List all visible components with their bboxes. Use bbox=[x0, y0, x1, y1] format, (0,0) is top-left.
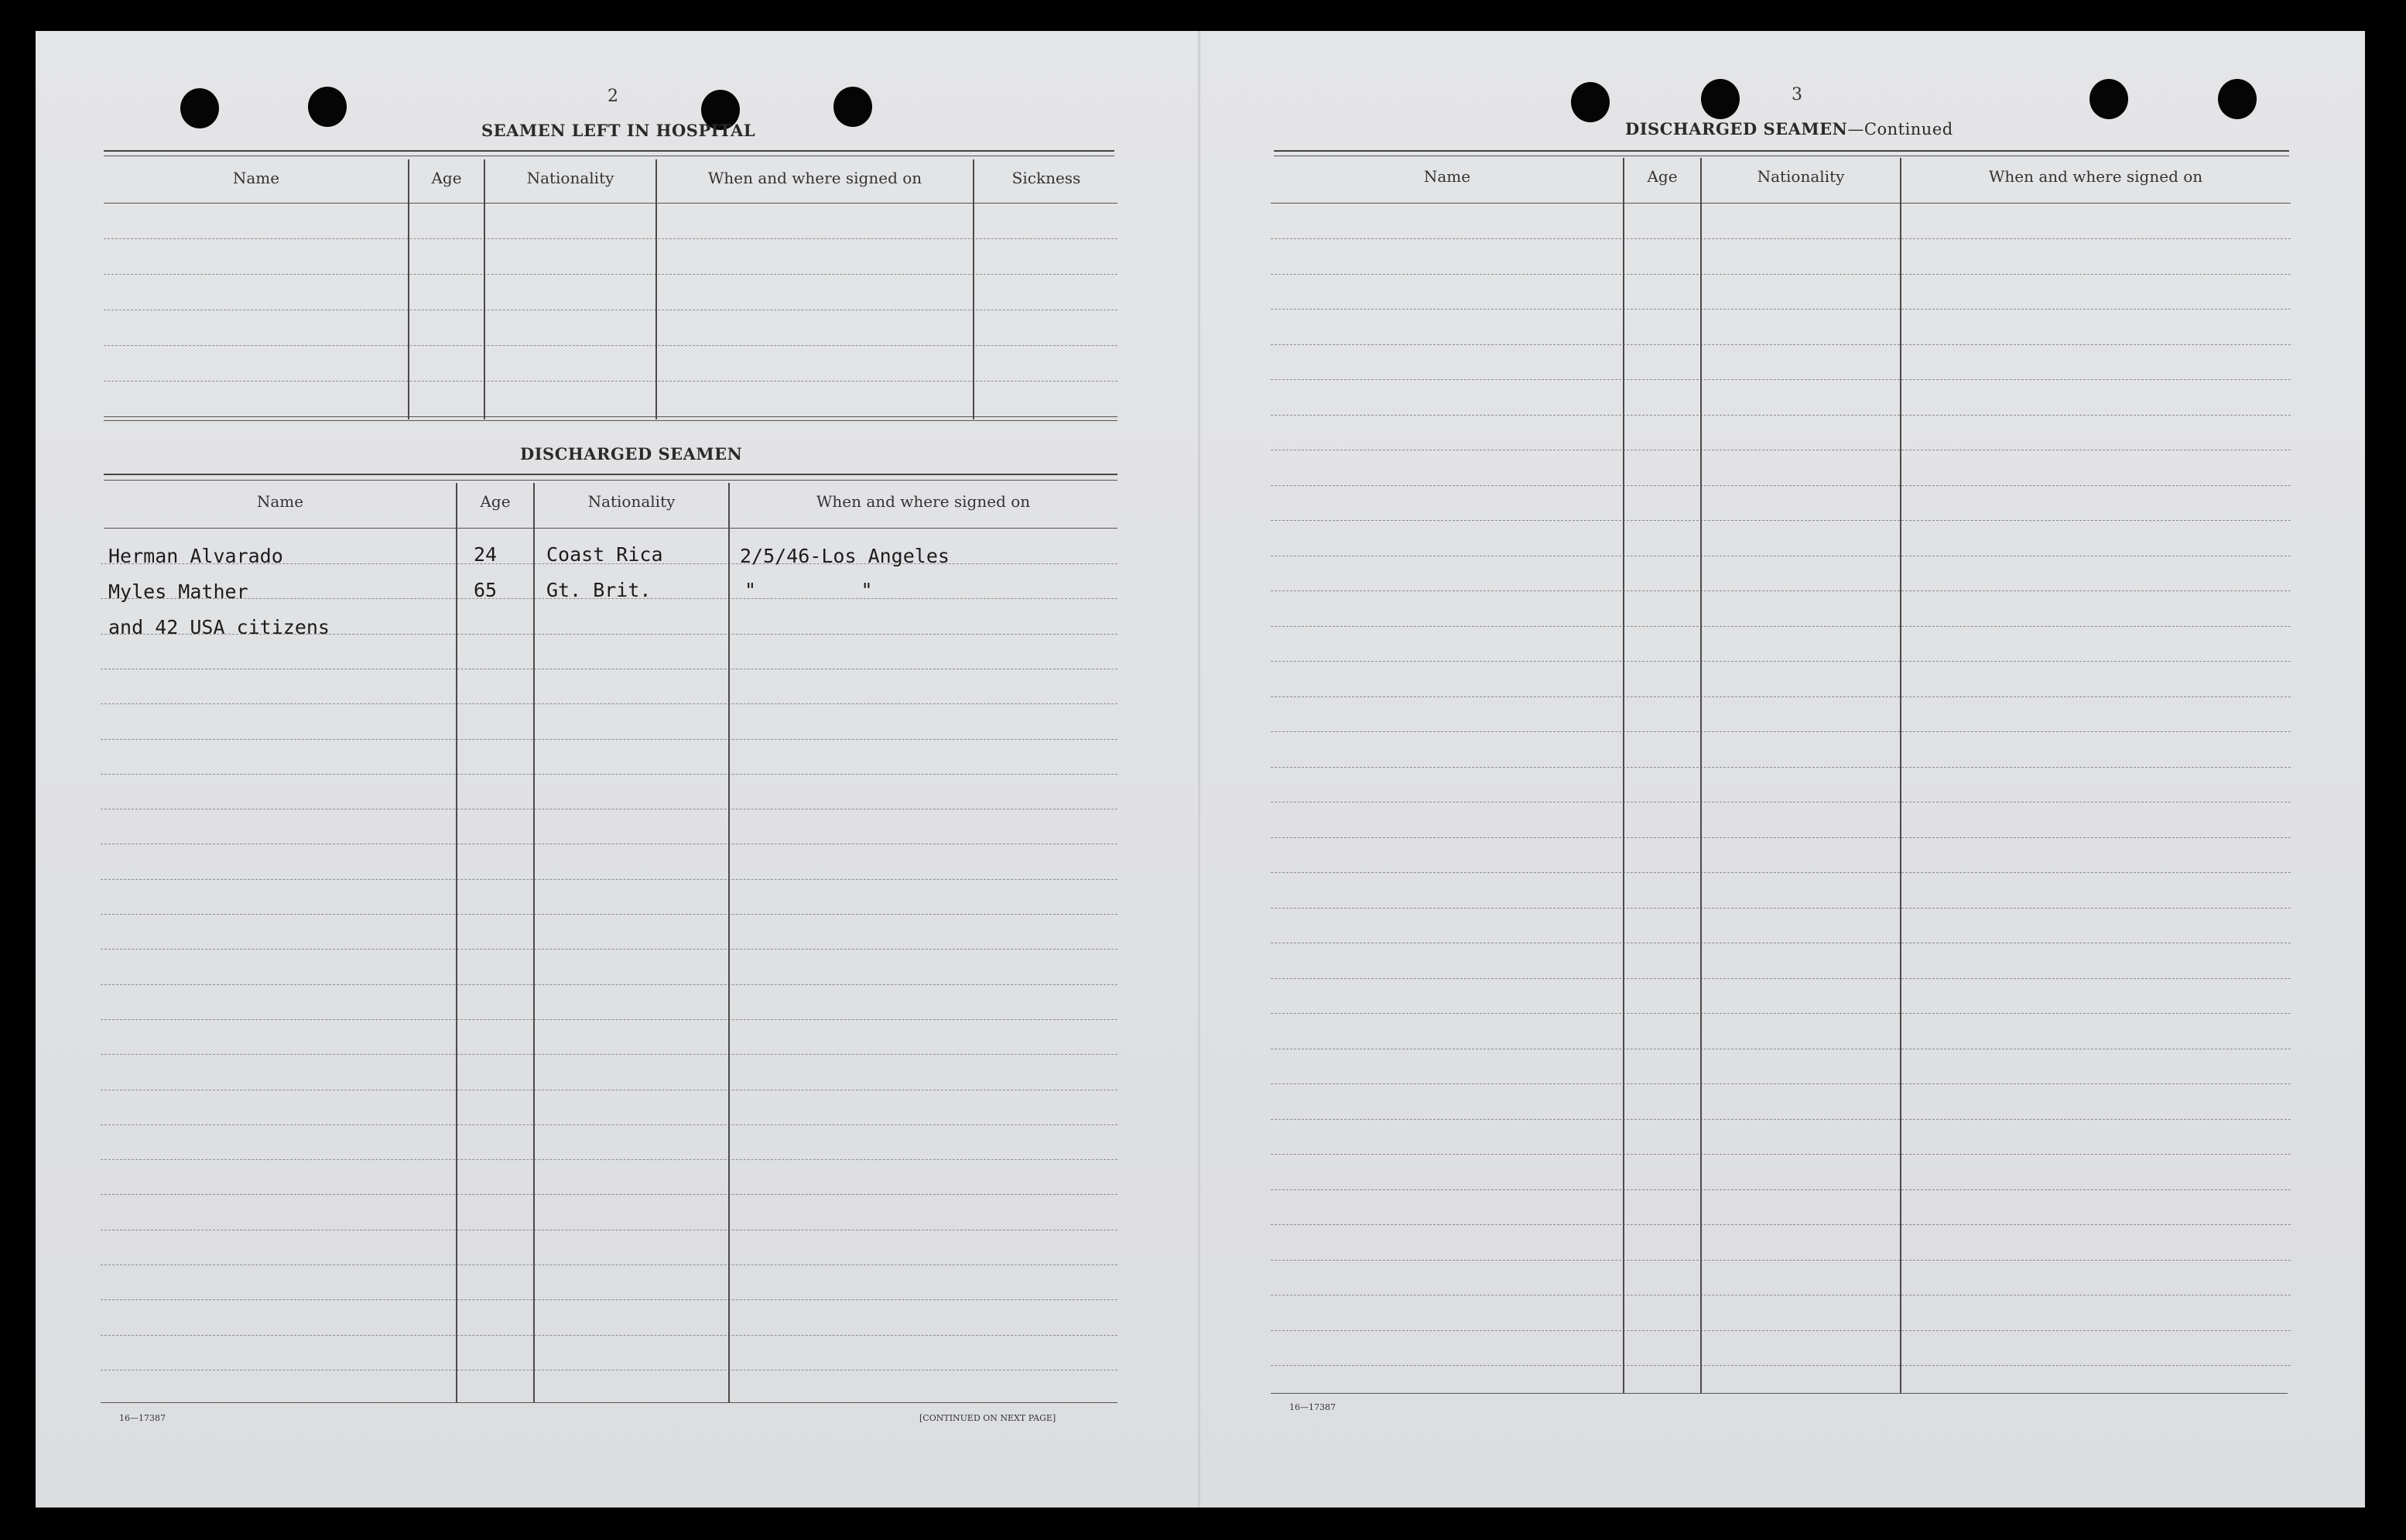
row-line bbox=[1271, 590, 2291, 591]
row-line bbox=[101, 1159, 1117, 1160]
row-line bbox=[101, 739, 1117, 740]
column-header: Sickness bbox=[1011, 169, 1081, 187]
page-fold bbox=[1198, 31, 1200, 1507]
punch-hole bbox=[2218, 79, 2257, 119]
column-header: Name bbox=[256, 492, 304, 511]
table-bottom-rule bbox=[101, 1402, 1117, 1403]
seaman-nationality: Gt. Brit. bbox=[546, 579, 652, 601]
row-line bbox=[101, 914, 1117, 915]
column-header: When and where signed on bbox=[1988, 167, 2203, 186]
row-line bbox=[101, 1299, 1117, 1300]
table-top-rule bbox=[104, 150, 1114, 152]
column-divider bbox=[1900, 158, 1901, 1393]
row-line bbox=[1271, 520, 2291, 521]
row-line bbox=[1271, 1013, 2291, 1014]
row-line bbox=[101, 879, 1117, 880]
row-line bbox=[1271, 1260, 2291, 1261]
column-header: Age bbox=[1647, 167, 1678, 186]
row-line bbox=[101, 774, 1117, 775]
row-line bbox=[101, 1124, 1117, 1125]
seaman-nationality: Coast Rica bbox=[546, 543, 663, 566]
row-line bbox=[101, 949, 1117, 950]
row-line bbox=[1271, 485, 2291, 486]
title-continued: —Continued bbox=[1847, 120, 1953, 139]
header-rule bbox=[104, 528, 1117, 529]
row-line bbox=[1271, 1224, 2291, 1225]
column-divider bbox=[533, 483, 535, 1402]
table-bottom-rule bbox=[1271, 1393, 2288, 1394]
page-number: 3 bbox=[1792, 85, 1802, 104]
row-line bbox=[1271, 238, 2291, 239]
column-header: Nationality bbox=[587, 492, 676, 511]
document-sheet bbox=[36, 31, 2365, 1507]
column-header: When and where signed on bbox=[707, 169, 922, 187]
punch-hole bbox=[308, 87, 347, 127]
row-line bbox=[104, 381, 1117, 382]
row-line bbox=[1271, 1365, 2291, 1366]
header-rule bbox=[104, 203, 1117, 204]
seaman-signed-on: 2/5/46-Los Angeles bbox=[740, 545, 950, 567]
row-line bbox=[1271, 274, 2291, 275]
column-header: Nationality bbox=[1757, 167, 1845, 186]
form-number: 16—17387 bbox=[1289, 1402, 1336, 1412]
row-line bbox=[1271, 978, 2291, 979]
row-line bbox=[101, 1019, 1117, 1020]
column-header: Name bbox=[232, 169, 280, 187]
column-header: Age bbox=[431, 169, 462, 187]
column-divider bbox=[1623, 158, 1624, 1393]
punch-hole bbox=[180, 88, 219, 128]
punch-hole bbox=[1571, 82, 1610, 122]
row-line bbox=[1271, 1154, 2291, 1155]
row-line bbox=[1271, 872, 2291, 873]
table-bottom-rule bbox=[104, 416, 1117, 417]
row-line bbox=[1271, 1119, 2291, 1120]
row-line bbox=[101, 1335, 1117, 1336]
row-line bbox=[1271, 908, 2291, 909]
hospital-title: SEAMEN LEFT IN HOSPITAL bbox=[481, 121, 756, 140]
page-number: 2 bbox=[607, 87, 618, 106]
seaman-age: 24 bbox=[474, 543, 498, 566]
column-divider bbox=[456, 483, 457, 1402]
row-line bbox=[1271, 731, 2291, 732]
column-divider bbox=[728, 483, 730, 1402]
punch-hole bbox=[2089, 79, 2128, 119]
table-top-rule bbox=[104, 480, 1117, 481]
form-number: 16—17387 bbox=[119, 1413, 166, 1423]
row-line bbox=[104, 238, 1117, 239]
row-line bbox=[1271, 837, 2291, 838]
column-divider bbox=[484, 159, 485, 419]
column-divider bbox=[655, 159, 657, 419]
column-divider bbox=[1700, 158, 1702, 1393]
column-header: Age bbox=[480, 492, 511, 511]
header-rule bbox=[1271, 203, 2291, 204]
row-line bbox=[1271, 344, 2291, 345]
title-main: DISCHARGED SEAMEN bbox=[1625, 119, 1848, 139]
punch-hole bbox=[1701, 79, 1740, 119]
discharged-continued-title bbox=[1625, 119, 1953, 139]
seaman-age: 65 bbox=[474, 579, 498, 601]
table-bottom-rule bbox=[104, 420, 1117, 421]
seaman-name: and 42 USA citizens bbox=[108, 616, 330, 638]
row-line bbox=[101, 1194, 1117, 1195]
seaman-signed-on: " " bbox=[744, 579, 873, 601]
row-line bbox=[1271, 379, 2291, 380]
row-line bbox=[1271, 1189, 2291, 1190]
column-header: When and where signed on bbox=[816, 492, 1031, 511]
row-line bbox=[101, 1054, 1117, 1055]
seaman-name: Herman Alvarado bbox=[108, 545, 283, 567]
row-line bbox=[1271, 661, 2291, 662]
row-line bbox=[1271, 1330, 2291, 1331]
row-line bbox=[1271, 309, 2291, 310]
row-line bbox=[1271, 1083, 2291, 1084]
row-line bbox=[1271, 767, 2291, 768]
row-line bbox=[1271, 626, 2291, 627]
punch-hole bbox=[833, 87, 872, 127]
row-line bbox=[1271, 696, 2291, 697]
column-header: Name bbox=[1423, 167, 1471, 186]
seaman-name: Myles Mather bbox=[108, 580, 248, 603]
row-line bbox=[101, 1370, 1117, 1371]
row-line bbox=[101, 984, 1117, 985]
table-top-rule bbox=[1274, 150, 2289, 152]
continued-note: [CONTINUED ON NEXT PAGE] bbox=[919, 1413, 1056, 1423]
table-top-rule bbox=[104, 474, 1117, 475]
row-line bbox=[1271, 415, 2291, 416]
row-line bbox=[101, 703, 1117, 704]
column-divider bbox=[973, 159, 974, 419]
column-header: Nationality bbox=[526, 169, 614, 187]
row-line bbox=[104, 345, 1117, 346]
row-line bbox=[1271, 802, 2291, 803]
discharged-title: DISCHARGED SEAMEN bbox=[520, 444, 743, 464]
column-divider bbox=[408, 159, 409, 419]
row-line bbox=[104, 274, 1117, 275]
